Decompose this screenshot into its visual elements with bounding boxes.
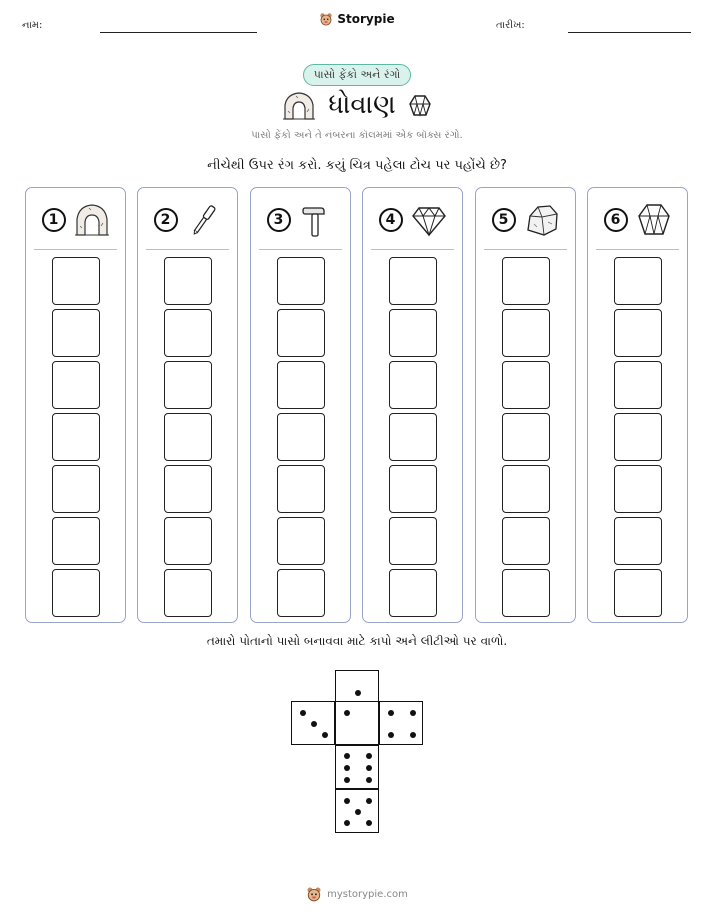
pip [300,710,306,716]
column-divider [146,249,229,250]
column-1 [25,187,126,623]
pip [344,765,350,771]
subtitle: પાસો ફેંકો અને તે નંબરના કૉલમમાં એક બૉક્સ રંગો. [251,130,463,141]
color-box[interactable] [614,361,662,409]
title-row [0,90,714,121]
column-header [26,198,125,242]
date-line[interactable] [568,32,691,33]
column-divider [371,249,454,250]
rock-arch-icon [74,202,110,238]
die-face-left[interactable] [291,701,335,745]
diamond-icon [411,202,447,238]
color-box[interactable] [502,569,550,617]
color-box[interactable] [614,257,662,305]
color-box[interactable] [614,309,662,357]
column-header [251,198,350,242]
color-box[interactable] [614,465,662,513]
column-3 [250,187,351,623]
column-divider [596,249,679,250]
color-box[interactable] [389,465,437,513]
pip [388,732,394,738]
column-number: 3 [267,208,291,232]
color-box[interactable] [164,257,212,305]
badge-wrap [0,64,714,86]
color-box[interactable] [164,413,212,461]
color-box[interactable] [164,569,212,617]
color-box[interactable] [277,517,325,565]
color-box[interactable] [389,569,437,617]
column-5 [475,187,576,623]
instruction: નીચેથી ઉપર રંગ કરો. કયું ચિત્ર પહેલા ટોચ પર પહોંચે છે? [207,158,507,173]
die-face-bottom[interactable] [335,789,379,833]
color-box[interactable] [389,517,437,565]
color-box[interactable] [277,465,325,513]
die-face-right[interactable] [379,701,423,745]
pip [410,710,416,716]
column-divider [259,249,342,250]
pip [366,777,372,783]
color-box[interactable] [614,517,662,565]
column-number: 4 [379,208,403,232]
pip [344,820,350,826]
pip [344,798,350,804]
pip [355,690,361,696]
color-box[interactable] [277,413,325,461]
color-box[interactable] [52,465,100,513]
pip [366,798,372,804]
storypie-logo-icon [306,886,322,902]
color-box[interactable] [502,517,550,565]
column-6 [587,187,688,623]
name-line[interactable] [100,32,257,33]
column-number: 5 [492,208,516,232]
color-box[interactable] [277,361,325,409]
name-label: નામ: [22,20,43,31]
die-face-center[interactable] [335,701,379,745]
color-box[interactable] [502,465,550,513]
gemstone-icon [636,202,672,238]
hammer-icon [299,202,335,238]
color-box[interactable] [277,569,325,617]
column-header [476,198,575,242]
pip [410,732,416,738]
color-box[interactable] [52,569,100,617]
column-4 [362,187,463,623]
activity-badge: પાસો ફેંકો અને રંગો [303,64,412,86]
rock-arch-icon [282,91,316,121]
color-box[interactable] [389,257,437,305]
color-box[interactable] [52,413,100,461]
column-number: 6 [604,208,628,232]
color-box[interactable] [389,413,437,461]
columns-area [25,187,689,623]
color-box[interactable] [52,517,100,565]
column-2 [137,187,238,623]
column-number: 2 [154,208,178,232]
pip [366,820,372,826]
color-box[interactable] [502,361,550,409]
brand-name: Storypie [337,12,395,26]
chisel-icon [186,202,222,238]
column-divider [484,249,567,250]
color-box[interactable] [502,257,550,305]
pip [322,732,328,738]
color-box[interactable] [389,309,437,357]
color-box[interactable] [52,257,100,305]
storypie-logo-icon [319,12,333,26]
column-header [588,198,687,242]
column-header [138,198,237,242]
pip [344,777,350,783]
color-box[interactable] [614,569,662,617]
pip [311,721,317,727]
pip [344,753,350,759]
rock-icon [524,202,560,238]
pip [366,753,372,759]
date-label: તારીખ: [496,20,525,31]
color-box[interactable] [52,309,100,357]
gemstone-icon [408,94,432,118]
cut-instruction: તમારો પોતાનો પાસો બનાવવા માટે કાપો અને લીટીઓ પર વાળો. [206,634,508,648]
color-box[interactable] [502,309,550,357]
pip [366,765,372,771]
pip [388,710,394,716]
color-box[interactable] [164,517,212,565]
brand [0,12,714,26]
color-box[interactable] [164,309,212,357]
footer-link[interactable]: mystorypie.com [327,888,408,900]
page-title: ધોવાણ [328,90,396,120]
column-header [363,198,462,242]
column-number: 1 [42,208,66,232]
die-face-middle-lower[interactable] [335,745,379,789]
color-box[interactable] [277,309,325,357]
color-box[interactable] [52,361,100,409]
pip [355,809,361,815]
color-box[interactable] [502,413,550,461]
pip [344,710,350,716]
color-box[interactable] [277,257,325,305]
color-box[interactable] [614,413,662,461]
color-box[interactable] [389,361,437,409]
footer [0,886,714,902]
color-box[interactable] [164,361,212,409]
color-box[interactable] [164,465,212,513]
column-divider [34,249,117,250]
